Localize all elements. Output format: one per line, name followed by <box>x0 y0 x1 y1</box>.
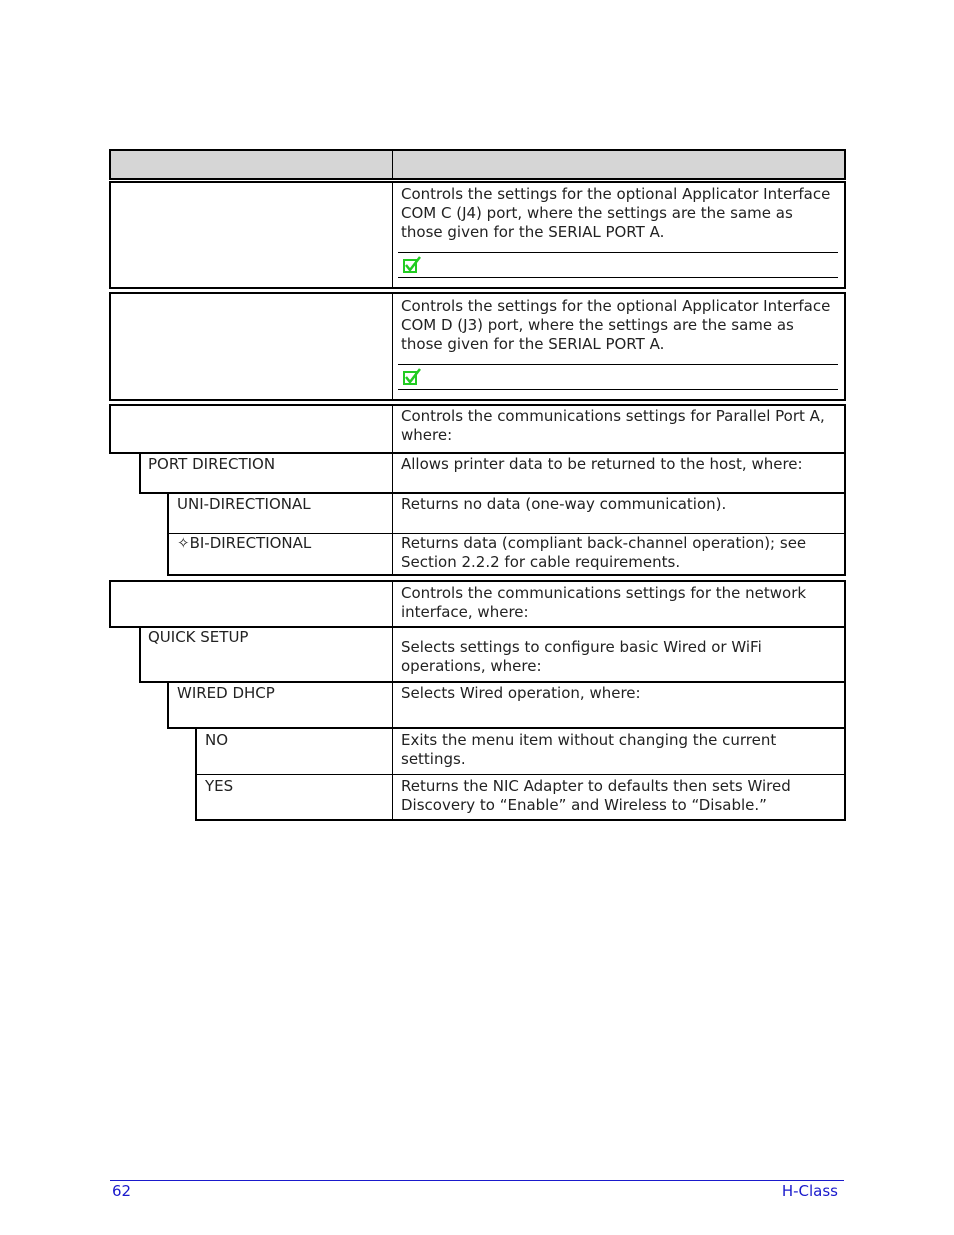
parallel-divider <box>392 406 393 452</box>
page-number: 62 <box>112 1182 132 1200</box>
com-c-description: Controls the settings for the optional Applicator Interface COM C (J4) port, where the settings are the same as those given for the SERIAL PORT A. <box>401 185 831 241</box>
note-rule-bottom <box>398 277 838 278</box>
row-divider <box>392 494 393 534</box>
port-direction-description: Allows printer data to be returned to the host, where: <box>401 455 803 473</box>
green-check-box-icon <box>402 256 422 274</box>
note-rule-top <box>398 364 838 365</box>
row-divider <box>392 729 393 775</box>
row-divider <box>392 628 393 681</box>
uni-directional-label: UNI-DIRECTIONAL <box>177 495 311 513</box>
bi-directional-description: Returns data (compliant back-channel operation); see Section 2.2.2 for cable requirements. <box>401 534 807 571</box>
header-divider <box>392 151 393 178</box>
quick-setup-description: Selects settings to configure basic Wired or WiFi operations, where: <box>401 638 762 675</box>
footer-rule <box>110 1180 844 1181</box>
com-c-divider <box>392 183 393 287</box>
note-rule-bottom <box>398 389 838 390</box>
yes-label: YES <box>205 777 234 795</box>
green-check-box-icon <box>402 368 422 386</box>
row-divider <box>392 775 393 819</box>
wired-dhcp-label: WIRED DHCP <box>177 684 275 702</box>
no-description: Exits the menu item without changing the current settings. <box>401 731 777 768</box>
com-d-description: Controls the settings for the optional Applicator Interface COM D (J3) port, where the settings are the same as those given for the SERIAL PORT A. <box>401 297 831 353</box>
row-divider <box>392 454 393 493</box>
note-rule-top <box>398 252 838 253</box>
row-divider <box>392 683 393 727</box>
quick-setup-label: QUICK SETUP <box>148 628 249 646</box>
no-label: NO <box>205 731 229 749</box>
row-divider <box>392 534 393 574</box>
bi-directional-label: ✧BI-DIRECTIONAL <box>177 534 312 552</box>
port-direction-label: PORT DIRECTION <box>148 455 276 473</box>
com-d-divider <box>392 294 393 399</box>
table-header <box>109 149 846 180</box>
parallel-description: Controls the communications settings for Parallel Port A, where: <box>401 407 825 444</box>
network-description: Controls the communications settings for the network interface, where: <box>401 584 807 621</box>
yes-description: Returns the NIC Adapter to defaults then sets Wired Discovery to “Enable” and Wireless to “Disable.” <box>401 777 791 814</box>
network-divider <box>392 582 393 626</box>
wired-dhcp-description: Selects Wired operation, where: <box>401 684 641 702</box>
uni-directional-description: Returns no data (one-way communication). <box>401 495 727 513</box>
footer-product-name: H-Class <box>781 1182 838 1200</box>
